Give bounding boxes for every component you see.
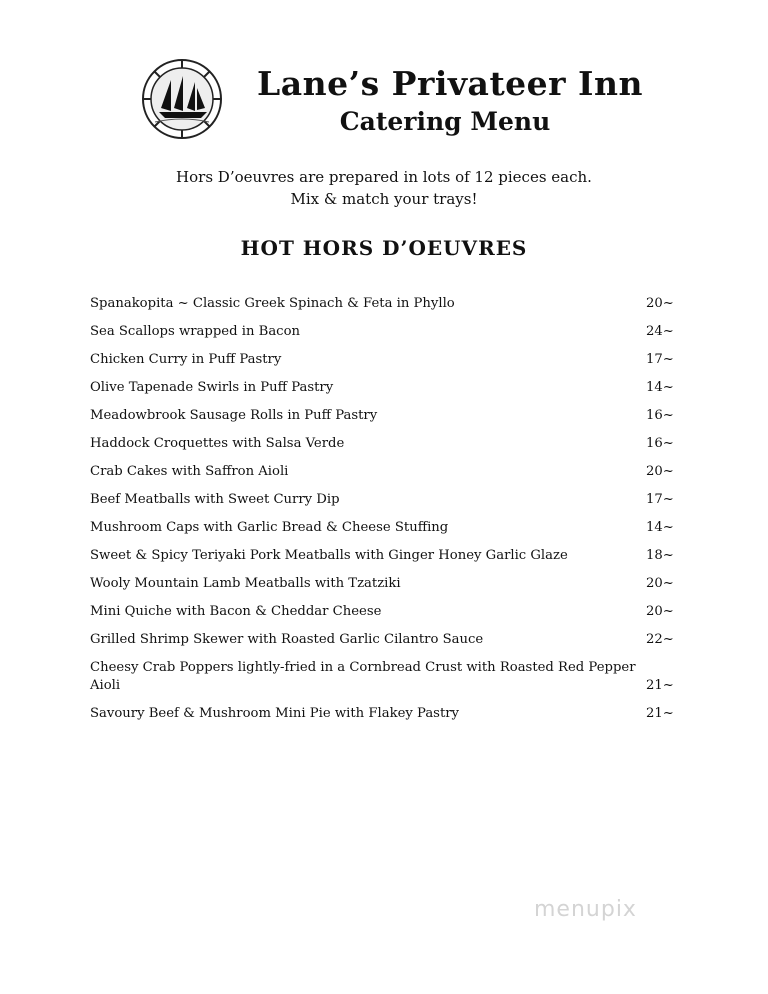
intro-line-2: Mix & match your trays! — [290, 190, 478, 208]
menu-item — [90, 649, 680, 695]
menu-item-price: 21~ — [646, 678, 674, 693]
menu-item — [90, 369, 680, 397]
menu-item — [90, 509, 680, 537]
menu-item-name: Sweet & Spicy Teriyaki Pork Meatballs with Ginger Honey Garlic Glaze — [90, 548, 568, 563]
menu-item-price: 16~ — [646, 436, 674, 451]
intro-line-1: Hors D’oeuvres are prepared in lots of 12 pieces each. — [176, 168, 592, 186]
menu-item-name: Meadowbrook Sausage Rolls in Puff Pastry — [90, 408, 378, 423]
menu-item-name: Cheesy Crab Poppers lightly-fried in a Cornbread Crust with Roasted Red Pepper Aioli — [90, 660, 636, 693]
menu-item-name: Haddock Croquettes with Salsa Verde — [90, 436, 345, 451]
menu-item-price: 18~ — [646, 548, 674, 563]
menu-item-price: 17~ — [646, 492, 674, 507]
menu-item — [90, 425, 680, 453]
menu-item-name: Mushroom Caps with Garlic Bread & Cheese Stuffing — [90, 520, 449, 535]
menu-item — [90, 397, 680, 425]
menu-items-list — [90, 285, 680, 723]
menu-item-price: 14~ — [646, 520, 674, 535]
menu-item-name: Chicken Curry in Puff Pastry — [90, 352, 282, 367]
menu-item-name: Olive Tapenade Swirls in Puff Pastry — [90, 380, 334, 395]
menu-item-price: 24~ — [646, 324, 674, 339]
menu-item — [90, 565, 680, 593]
menu-item-price: 14~ — [646, 380, 674, 395]
menu-item-price: 16~ — [646, 408, 674, 423]
menu-item — [90, 453, 680, 481]
menu-item-name: Savoury Beef & Mushroom Mini Pie with Flakey Pastry — [90, 706, 459, 721]
menu-item — [90, 481, 680, 509]
ship-compass-logo-icon — [141, 58, 223, 140]
intro-text — [0, 166, 768, 210]
menu-item — [90, 621, 680, 649]
menu-item — [90, 285, 680, 313]
menu-item-name: Sea Scallops wrapped in Bacon — [90, 324, 301, 339]
menu-item-name: Spanakopita ~ Classic Greek Spinach & Feta in Phyllo — [90, 296, 455, 311]
menu-item-price: 20~ — [646, 604, 674, 619]
menu-item — [90, 695, 680, 723]
menu-item — [90, 593, 680, 621]
section-heading: HOT HORS D’OEUVRES — [240, 236, 528, 260]
menu-subtitle: Catering Menu — [339, 107, 551, 136]
watermark: menupix — [534, 897, 637, 922]
menu-item-name: Mini Quiche with Bacon & Cheddar Cheese — [90, 604, 382, 619]
menu-item-price: 21~ — [646, 706, 674, 721]
menu-item-name: Crab Cakes with Saffron Aioli — [90, 464, 289, 479]
menu-item-name: Wooly Mountain Lamb Meatballs with Tzatziki — [90, 576, 401, 591]
menu-item-price: 20~ — [646, 576, 674, 591]
menu-item-price: 20~ — [646, 464, 674, 479]
menu-item-price: 20~ — [646, 296, 674, 311]
menu-item-price: 17~ — [646, 352, 674, 367]
menu-item — [90, 537, 680, 565]
menu-item-price: 22~ — [646, 632, 674, 647]
menu-item-name: Grilled Shrimp Skewer with Roasted Garlic Cilantro Sauce — [90, 632, 484, 647]
menu-item — [90, 313, 680, 341]
restaurant-title: Lane’s Privateer Inn — [257, 64, 643, 103]
menu-item-name: Beef Meatballs with Sweet Curry Dip — [90, 492, 340, 507]
menu-item — [90, 341, 680, 369]
